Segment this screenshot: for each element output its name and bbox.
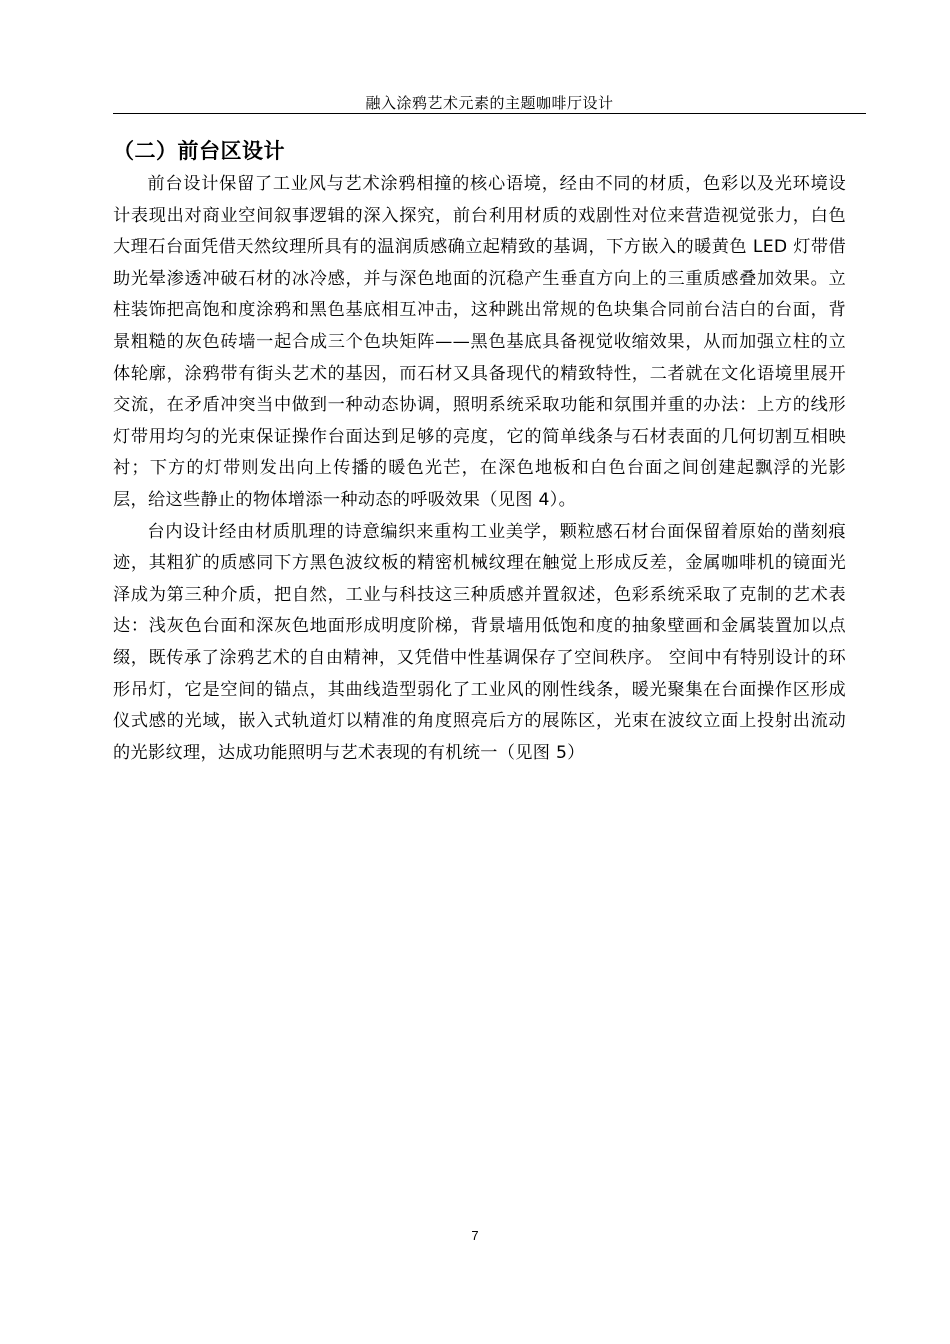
running-header: 融入涂鸦艺术元素的主题咖啡厅设计: [365, 94, 614, 112]
body-text: [113, 169, 846, 769]
paragraph-front-desk-design: 前台设计保留了工业风与艺术涂鸦相撞的核心语境，经由不同的材质，色彩以及光环境设计表现出对商业空间叙事逻辑的深入探究，前台利用材质的戏剧性对位来营造视觉张力，白色大理石台面凭借天然纹理所具有的温润质感确立起精致的基调，下方嵌入的暖黄色 LED 灯带借助光晕渗透冲破石材的冰冷感，并与深色地面的沉稳产生垂直方向上的三重质感叠加效果。立柱装饰把高饱和度涂鸦和黑色基底相互冲击，这种跳出常规的色块集合同前台洁白的台面，背景粗糙的灰色砖墙一起合成三个色块矩阵——黑色基底具备视觉收缩效果，从而加强立柱的立体轮廓，涂鸦带有街头艺术的基因，而石材又具备现代的精致特性，二者就在文化语境里展开交流，在矛盾冲突当中做到一种动态协调，照明系统采取功能和氛围并重的办法：上方的线形灯带用均匀的光束保证操作台面达到足够的亮度，它的简单线条与石材表面的几何切割互相映衬；下方的灯带则发出向上传播的暖色光芒，在深色地板和白色台面之间创建起飘浮的光影层，给这些静止的物体增添一种动态的呼吸效果（见图 4）。: [113, 174, 846, 510]
header-rule: [113, 113, 866, 114]
section-heading: （二）前台区设计: [113, 139, 285, 163]
paragraph-counter-interior-design: 台内设计经由材质肌理的诗意编织来重构工业美学，颗粒感石材台面保留着原始的凿刻痕迹，其粗犷的质感同下方黑色波纹板的精密机械纹理在触觉上形成反差，金属咖啡机的镜面光泽成为第三种介质，把自然，工业与科技这三种质感并置叙述，色彩系统采取了克制的艺术表达：浅灰色台面和深灰色地面形成明度阶梯，背景墙用低饱和度的抽象壁画和金属装置加以点缀，既传承了涂鸦艺术的自由精神，又凭借中性基调保存了空间秩序。 空间中有特别设计的环形吊灯，它是空间的锚点，其曲线造型弱化了工业风的刚性线条，暖光聚集在台面操作区形成仪式感的光域，嵌入式轨道灯以精准的角度照亮后方的展陈区，光束在波纹立面上投射出流动的光影纹理，达成功能照明与艺术表现的有机统一（见图 5）: [113, 521, 846, 763]
page-number: 7: [471, 1228, 479, 1243]
